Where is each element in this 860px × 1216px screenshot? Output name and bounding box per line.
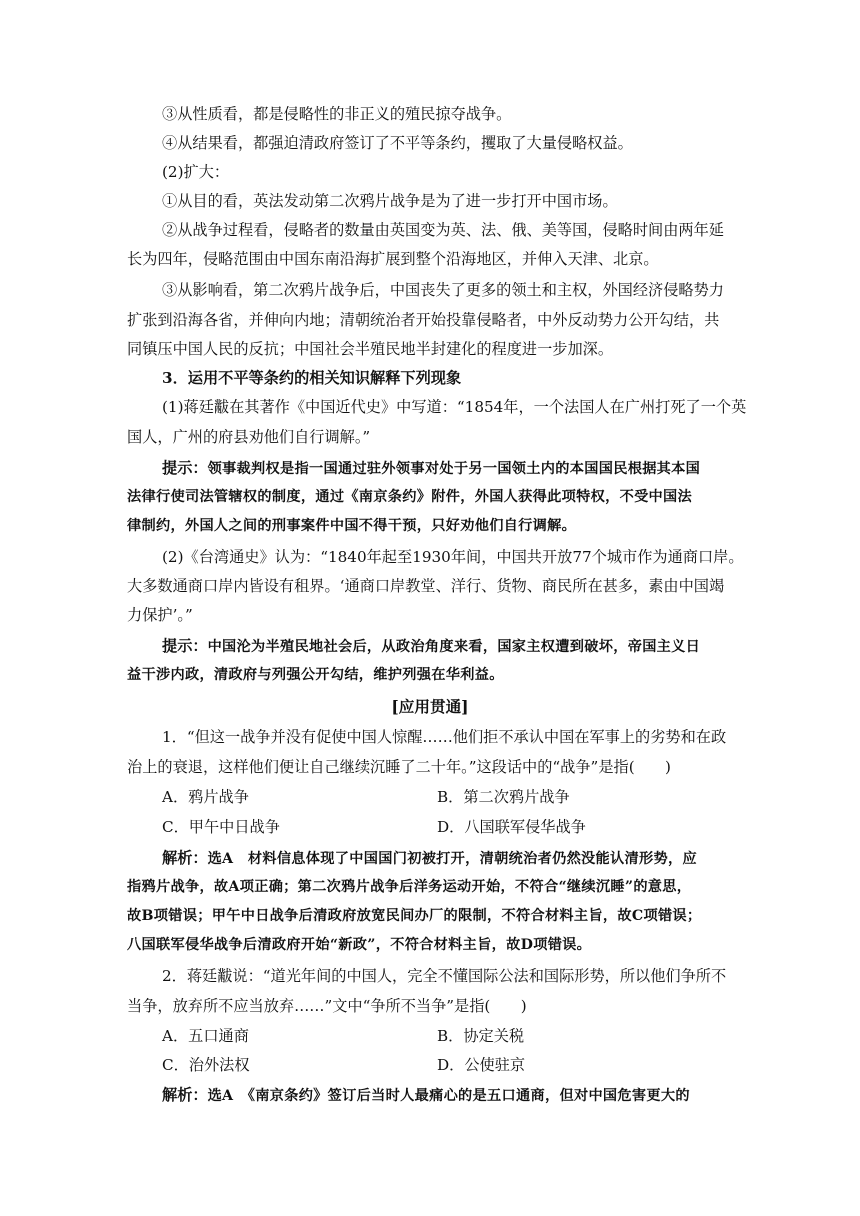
question-line: 2．蒋廷黻说：“道光年间的中国人，完全不懂国际公法和国际形势，所以他们争所不: [162, 967, 727, 985]
text-line: ③从性质看，都是侵略性的非正义的殖民掠夺战争。: [162, 105, 512, 123]
option-c: C．治外法权: [162, 1056, 250, 1074]
subheading: 3．运用不平等条约的相关知识解释下列现象: [162, 369, 462, 387]
option-a: A．五口通商: [162, 1027, 249, 1045]
analysis-label: 解析：: [162, 1086, 208, 1104]
option-c: C．甲午中日战争: [162, 818, 280, 836]
option-d: D．八国联军侵华战争: [437, 818, 586, 836]
question-line: 1．“但这一战争并没有促使中国人惊醒……他们拒不承认中国在军事上的劣势和在政: [162, 728, 727, 746]
analysis-line: [162, 848, 697, 869]
option-b: B．协定关税: [437, 1027, 525, 1045]
analysis-text: 选A 《南京条约》签订后当时人最痛心的是五口通商，但对中国危害更大的: [207, 1088, 690, 1104]
text-line: 国人，广州的府县劝他们自行调解。”: [127, 428, 371, 446]
analysis-line: 指鸦片战争，故A项正确；第二次鸦片战争后洋务运动开始，不符合“继续沉睡”的意思，: [127, 879, 692, 895]
text-line: ④从结果看，都强迫清政府签订了不平等条约，攫取了大量侵略权益。: [162, 134, 633, 152]
hint-line: [162, 458, 700, 479]
text-line: (1)蒋廷黻在其著作《中国近代史》中写道：“1854年，一个法国人在广州打死了一个英: [162, 398, 747, 416]
hint-line: 法律行使司法管辖权的制度，通过《南京条约》附件，外国人获得此项特权，不受中国法: [127, 489, 693, 505]
text-line: ①从目的看，英法发动第二次鸦片战争是为了进一步打开中国市场。: [162, 192, 618, 210]
hint-line: 律制约，外国人之间的刑事案件中国不得干预，只好劝他们自行调解。: [127, 518, 577, 534]
text-line: ②从战争过程看，侵略者的数量由英国变为英、法、俄、美等国，侵略时间由两年延: [162, 221, 724, 239]
text-line: (2)扩大：: [162, 163, 230, 181]
text-line: 扩张到沿海各省，并伸向内地；清朝统治者开始投靠侵略者，中外反动势力公开勾结，共: [127, 311, 720, 329]
text-line: (2)《台湾通史》认为：“1840年起至1930年间，中国共开放77个城市作为通商口岸。: [162, 548, 744, 566]
question-line: 治上的衰退，这样他们便让自己继续沉睡了二十年。”这段话中的“战争”是指( ): [127, 758, 671, 776]
hint-line: 益干涉内政，清政府与列强公开勾结，维护列强在华利益。: [127, 667, 504, 683]
hint-text: 领事裁判权是指一国通过驻外领事对处于另一国领土内的本国国民根据其本国: [207, 461, 701, 477]
analysis-text: 选A 材料信息体现了中国国门初被打开，清朝统治者仍然没能认清形势，应: [207, 851, 697, 867]
option-a: A．鸦片战争: [162, 788, 249, 806]
analysis-line: 八国联军侵华战争后清政府开始“新政”，不符合材料主旨，故D项错误。: [127, 937, 592, 953]
text-line: 长为四年，侵略范围由中国东南沿海扩展到整个沿海地区，并伸入天津、北京。: [127, 250, 659, 268]
text-line: 同镇压中国人民的反抗；中国社会半殖民地半封建化的程度进一步加深。: [127, 340, 613, 358]
option-d: D．公使驻京: [437, 1056, 526, 1074]
text-line: 大多数通商口岸内皆设有租界。‘通商口岸教堂、洋行、货物、商民所在甚多，素由中国竭: [127, 577, 725, 595]
hint-label: 提示：: [162, 637, 208, 655]
hint-text: 中国沦为半殖民地社会后，从政治角度来看，国家主权遭到破坏，帝国主义日: [207, 639, 701, 655]
hint-line: [162, 636, 700, 657]
option-b: B．第二次鸦片战争: [437, 788, 570, 806]
hint-label: 提示：: [162, 459, 208, 477]
text-line: 力保护’。”: [127, 606, 193, 624]
analysis-line: [162, 1085, 690, 1106]
text-line: ③从影响看，第二次鸦片战争后，中国丧失了更多的领土和主权，外国经济侵略势力: [162, 281, 724, 299]
analysis-label: 解析：: [162, 849, 208, 867]
analysis-line: 故B项错误；甲午中日战争后清政府放宽民间办厂的限制，不符合材料主旨，故C项错误；: [127, 908, 702, 924]
question-line: 当争，放弃所不应当放弃……”文中“争所不当争”是指( ): [127, 997, 527, 1015]
section-title: [应用贯通]: [391, 697, 469, 716]
